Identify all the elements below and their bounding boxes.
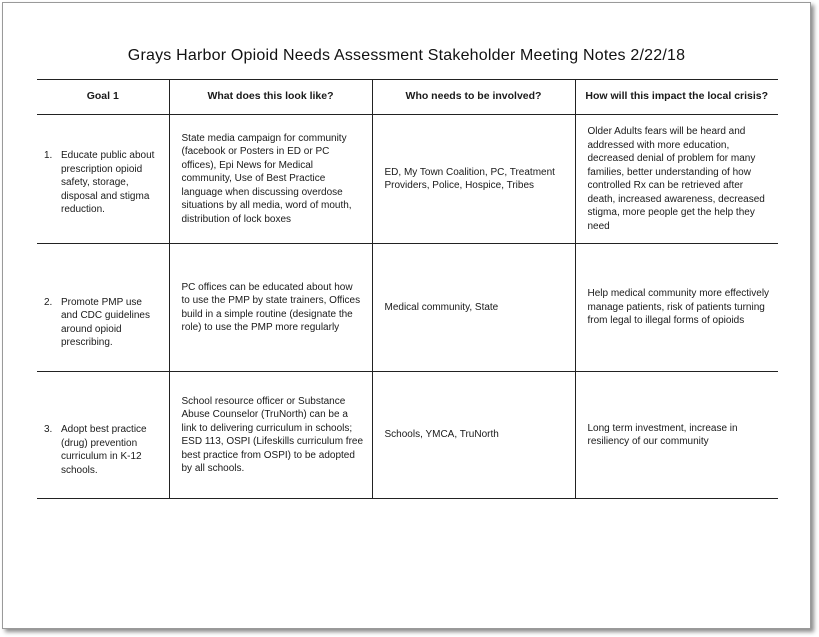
impact-cell: Help medical community more effectively manage patients, risk of patients turning from legal to illegal forms of opioids — [575, 244, 778, 372]
look-like-cell: PC offices can be educated about how to use the PMP by state trainers, Offices build in a simple routine (designate the role) to use the PMP more regularly — [169, 244, 372, 372]
document-page — [2, 2, 811, 629]
goal-text: Promote PMP use and CDC guidelines around opioid prescribing. — [61, 296, 150, 348]
table-row — [37, 372, 778, 499]
goal-number: 1. — [44, 150, 53, 162]
goal-number: 3. — [44, 424, 53, 435]
meeting-notes-table — [37, 79, 778, 499]
goal-cell — [37, 244, 169, 372]
header-goal: Goal 1 — [37, 80, 169, 115]
header-involved: Who needs to be involved? — [372, 80, 575, 115]
document-title: Grays Harbor Opioid Needs Assessment Stakeholder Meeting Notes 2/22/18 — [127, 47, 686, 64]
goal-cell — [37, 115, 169, 244]
table-row — [37, 244, 778, 372]
involved-cell: ED, My Town Coalition, PC, Treatment Providers, Police, Hospice, Tribes — [372, 115, 575, 244]
goal-cell — [37, 372, 169, 499]
table-row — [37, 115, 778, 244]
goal-text: Educate public about prescription opioid safety, storage, disposal and stigma reduction. — [61, 150, 155, 216]
goal-number: 2. — [44, 296, 53, 308]
look-like-cell: School resource officer or Substance Abuse Counselor (TruNorth) can be a link to delivering curriculum in schools; ESD 113, OSPI (Lifeskills curriculum free best practice from OSPI) to be adopted by all schools. — [169, 372, 372, 499]
involved-cell: Schools, YMCA, TruNorth — [372, 372, 575, 499]
involved-cell: Medical community, State — [372, 244, 575, 372]
goal-text: Adopt best practice (drug) prevention curriculum in K-12 schools. — [61, 424, 147, 476]
look-like-cell: State media campaign for community (facebook or Posters in ED or PC offices), Epi News for Medical community, Use of Best Practice language when discussing overdose situations by all media, word of mouth, distribution of lock boxes — [169, 115, 372, 244]
impact-cell: Long term investment, increase in resiliency of our community — [575, 372, 778, 499]
header-impact: How will this impact the local crisis? — [575, 80, 778, 115]
header-look-like: What does this look like? — [169, 80, 372, 115]
table-header-row — [37, 80, 778, 115]
impact-cell: Older Adults fears will be heard and addressed with more education, decreased denial of problem for many families, better understanding of how controlled Rx can be retrieved after death, increased awareness, decreased stigma, more people get the help they need — [575, 115, 778, 244]
